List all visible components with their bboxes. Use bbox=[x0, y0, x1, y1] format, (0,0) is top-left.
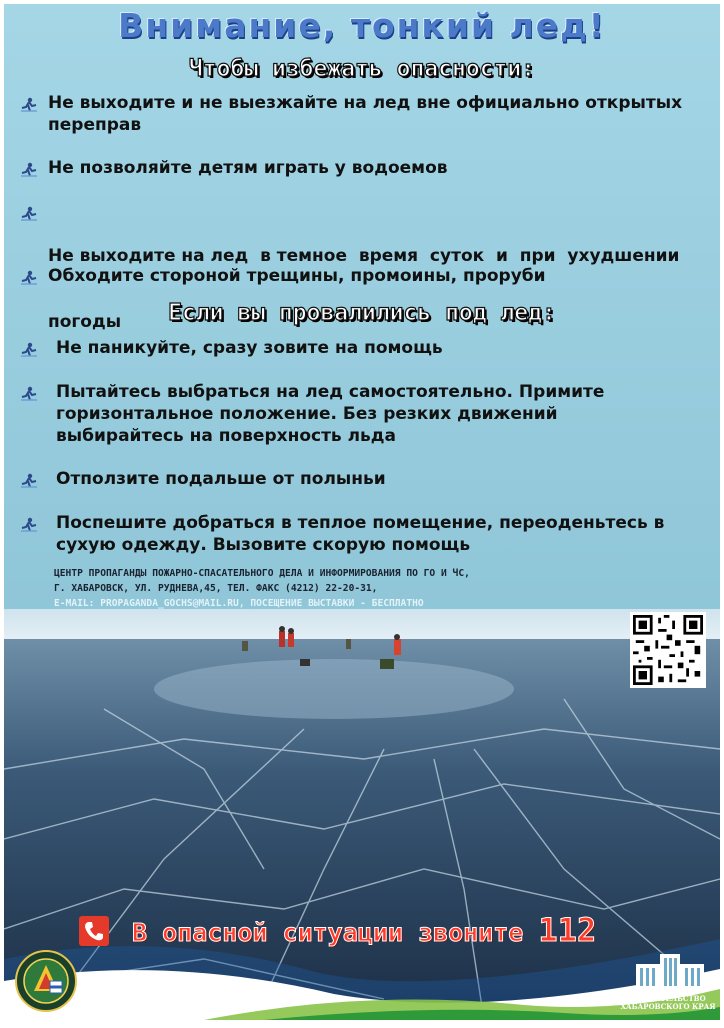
item-line: сухую одежду. Вызовите скорую помощь bbox=[56, 535, 471, 555]
item-line: Не выходите и не выезжайте на лед вне официально открытых bbox=[48, 93, 683, 113]
item-line: горизонтальное положение. Без резких движений bbox=[56, 404, 558, 424]
item-line: Обходите стороной трещины, промоины, проруби bbox=[48, 266, 546, 286]
list-item bbox=[56, 337, 443, 359]
frozen-lake-photo bbox=[4, 609, 720, 1020]
emergency-call-text bbox=[132, 911, 596, 949]
item-line: Поспешите добраться в теплое помещение, переоденьтесь в bbox=[56, 513, 665, 533]
item-line: Не позволяйте детям играть у водоемов bbox=[48, 158, 448, 178]
poster-title: Внимание, тонкий лед! bbox=[118, 6, 606, 45]
person-on-ice-icon bbox=[20, 206, 38, 222]
emblem-logo bbox=[14, 949, 78, 1013]
list-item bbox=[56, 512, 664, 556]
item-line: погоды bbox=[48, 312, 122, 332]
section2-heading: Если вы провалились под лед: bbox=[168, 300, 556, 326]
person-on-ice-icon bbox=[20, 162, 38, 178]
item-line: Отползите подальше от полыньи bbox=[56, 469, 386, 489]
item-line: переправ bbox=[48, 115, 142, 135]
person-on-ice-icon bbox=[20, 342, 38, 358]
person-on-ice-icon bbox=[20, 473, 38, 489]
item-line: Пытайтесь выбраться на лед самостоятельно. Примите bbox=[56, 382, 605, 402]
gov-line: ХАБАРОВСКОГО КРАЯ bbox=[620, 1002, 716, 1011]
list-item bbox=[48, 92, 682, 136]
item-line: выбирайтесь на поверхность льда bbox=[56, 426, 396, 446]
phone-icon bbox=[79, 916, 109, 946]
emergency-label: В опасной ситуации звоните bbox=[132, 918, 524, 947]
person-on-ice-icon bbox=[20, 517, 38, 533]
person-on-ice-icon bbox=[20, 270, 38, 286]
list-item bbox=[56, 381, 604, 447]
list-item bbox=[48, 157, 448, 179]
center-address: Г. ХАБАРОВСК, УЛ. РУДНЕВА,45, ТЕЛ. ФАКС (4212) 22-20-31, bbox=[54, 583, 378, 594]
poster bbox=[4, 4, 720, 1020]
qr-code[interactable] bbox=[630, 612, 706, 688]
section1-heading: Чтобы избежать опасности: bbox=[188, 56, 536, 82]
person-on-ice-icon bbox=[20, 97, 38, 113]
gov-line: ПРАВИТЕЛЬСТВО bbox=[630, 994, 706, 1003]
center-email: E-MAIL: PROPAGANDA_GOCHS@MAIL.RU, ПОСЕЩЕНИЕ ВЫСТАВКИ - БЕСПЛАТНО bbox=[54, 598, 424, 609]
item-line: Не выходите на лед в темное время суток и при ухудшении bbox=[48, 246, 680, 266]
government-caption bbox=[614, 995, 720, 1011]
person-on-ice-icon bbox=[20, 386, 38, 402]
item-line: Не паникуйте, сразу зовите на помощь bbox=[56, 338, 443, 358]
list-item bbox=[48, 265, 546, 287]
list-item bbox=[56, 468, 386, 490]
emergency-number: 112 bbox=[538, 911, 597, 949]
center-name: ЦЕНТР ПРОПАГАНДЫ ПОЖАРНО-СПАСАТЕЛЬНОГО ДЕЛА И ИНФОРМИРОВАНИЯ ПО ГО И ЧС, bbox=[54, 568, 470, 579]
